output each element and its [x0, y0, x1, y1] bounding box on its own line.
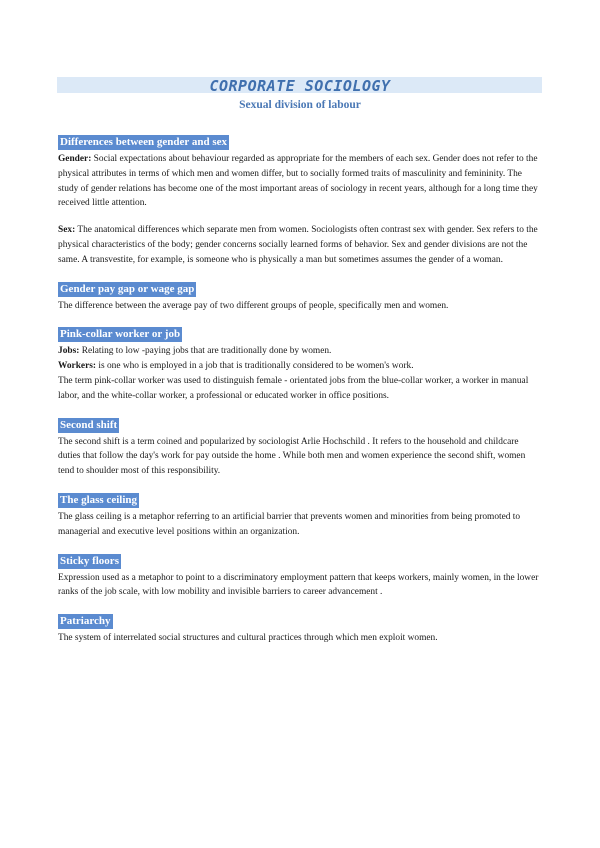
section-second-shift — [58, 415, 543, 479]
section-text: The system of interrelated social structures and cultural practices through which men exploit women. — [58, 633, 438, 644]
section-heading: Sticky floors — [60, 554, 119, 567]
gender-definition — [58, 152, 543, 211]
workers-label: Workers: — [58, 361, 97, 372]
section-text: The difference between the average pay of two different groups of people, specifically men and women. — [58, 300, 449, 311]
section-text: The glass ceiling is a metaphor referring to an artificial barrier that prevents women and minorities from being promoted to managerial and executive level positions within an organization. — [58, 511, 521, 537]
workers-text: is one who is employed in a job that is traditionally considered to be women's work. — [96, 361, 414, 372]
jobs-definition — [58, 344, 543, 359]
section-heading: The glass ceiling — [60, 493, 138, 506]
section-heading: Second shift — [60, 418, 118, 431]
section-gender-sex — [58, 132, 543, 268]
section-patriarchy — [58, 611, 543, 646]
section-text: Expression used as a metaphor to point to a discriminatory employment pattern that keeps workers, mainly women, in the lower ranks of the job scale, with low mobility and invisible barriers to career advancement . — [58, 572, 539, 598]
sex-definition — [58, 223, 543, 267]
section-heading: Differences between gender and sex — [60, 136, 228, 148]
sex-text: The anatomical differences which separate men from women. Sociologists often contrast sex with gender. Sex refers to the physical characteristics of the body; gender concerns socially learned forms of behavior. Sex and gender divisions are not the same. A transvestite, for example, is someone who is physically a man but sometimes assumes the gender of a woman. — [58, 225, 538, 265]
jobs-label: Jobs: — [58, 346, 80, 357]
gender-label: Gender: — [58, 154, 92, 164]
section-sticky-floors — [58, 551, 543, 601]
section-text: The second shift is a term coined and popularized by sociologist Arlie Hochschild . It refers to the household and childcare duties that follow the day's work for pay outside the home . While both men and women experience the second shift, women tend to shoulder most of this responsibility. — [58, 436, 526, 477]
section-heading: Gender pay gap or wage gap — [60, 282, 195, 295]
sex-label: Sex: — [58, 225, 76, 236]
page-title: CORPORATE SOCIOLOGY — [209, 77, 391, 95]
document-body — [58, 132, 543, 657]
workers-definition — [58, 359, 543, 374]
section-heading: Patriarchy — [60, 615, 111, 628]
gender-text: Social expectations about behaviour regarded as appropriate for the members of each sex. Gender does not refer to the physical attributes in terms of which men and women differ, but to socially formed traits of masculinity and femininity. The study of gender relations has become one of the most important areas of sociology in recent years, although for a long time they received little attention. — [58, 154, 538, 209]
section-heading: Pink-collar worker or job — [60, 328, 181, 341]
section-pay-gap — [58, 279, 543, 314]
section-text: The term pink-collar worker was used to distinguish female - orientated jobs from the blue-collar worker, a worker in manual labor, and the white-collar worker, a professional or educated worker in office positions. — [58, 375, 529, 401]
section-pink-collar — [58, 324, 543, 403]
page-subtitle: Sexual division of labour — [239, 99, 361, 111]
section-glass-ceiling — [58, 490, 543, 540]
jobs-text: Relating to low -paying jobs that are traditionally done by women. — [79, 346, 332, 357]
